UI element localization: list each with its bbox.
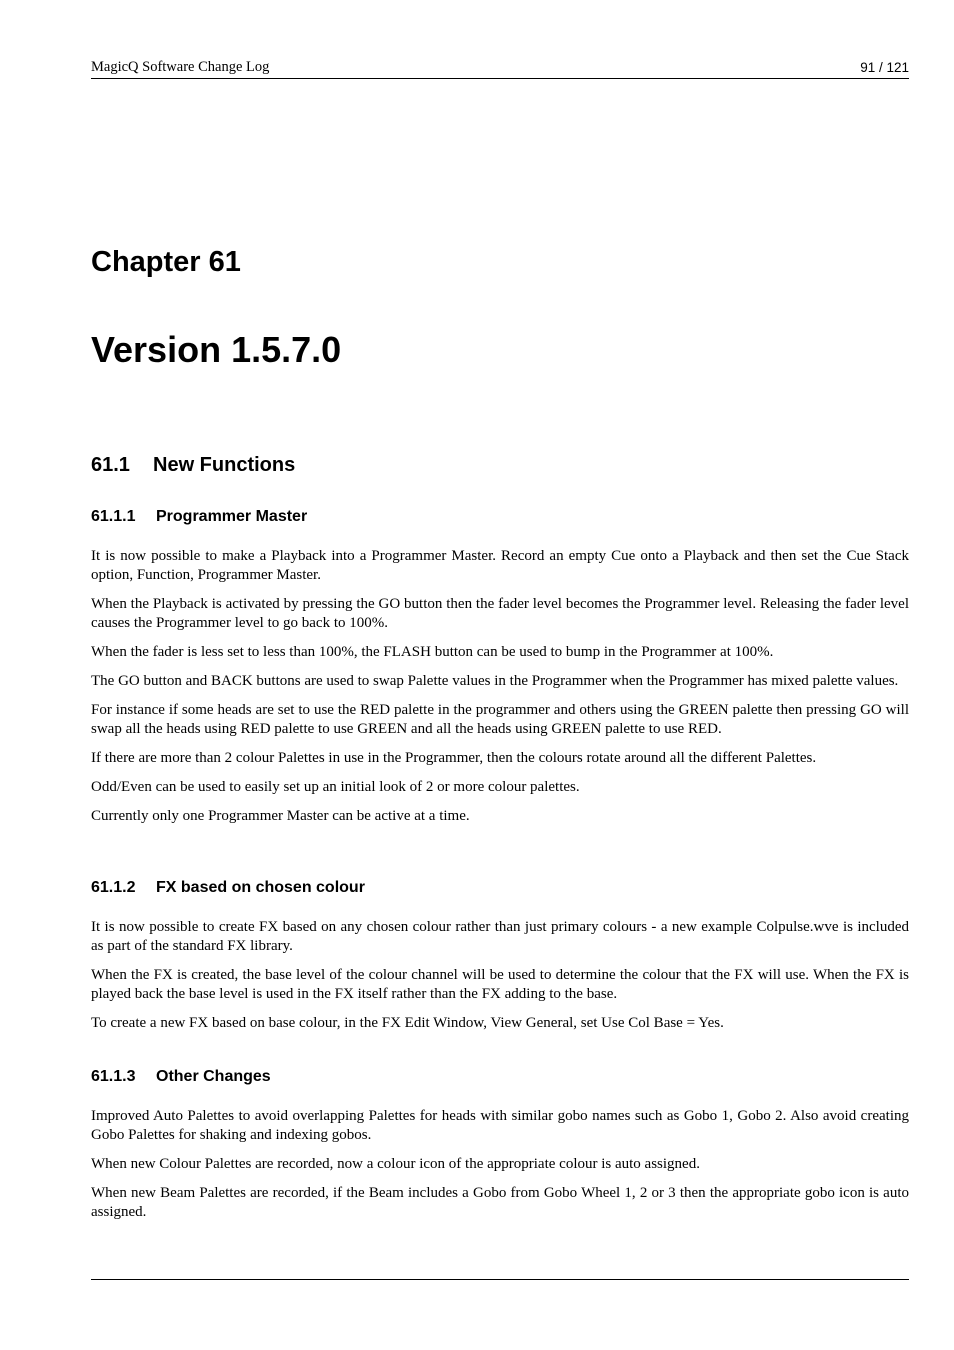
paragraph: Odd/Even can be used to easily set up an initial look of 2 or more colour palettes. xyxy=(91,779,580,795)
subsection-body xyxy=(91,547,909,836)
paragraph: When the Playback is activated by pressing the GO button then the fader level becomes the Programmer level. Releasing the fader level causes the Programmer level to go back to 100%. xyxy=(91,596,909,631)
subsection-title: Programmer Master xyxy=(156,508,308,525)
document-title: MagicQ Software Change Log xyxy=(91,59,270,75)
paragraph: When new Beam Palettes are recorded, if the Beam includes a Gobo from Gobo Wheel 1, 2 or 3 then the appropriate gobo icon is auto assigned. xyxy=(91,1185,909,1220)
subsection-title: Other Changes xyxy=(156,1068,271,1085)
page-number: 91 / 121 xyxy=(860,60,909,75)
paragraph: Currently only one Programmer Master can be active at a time. xyxy=(91,808,470,824)
subsection-heading xyxy=(91,507,307,527)
subsection-body xyxy=(91,1107,909,1232)
footer-rule xyxy=(91,1279,909,1280)
document-page xyxy=(91,0,909,1350)
subsection-number: 61.1.2 xyxy=(91,879,136,896)
subsection-number: 61.1.1 xyxy=(91,508,136,525)
paragraph: When the FX is created, the base level of the colour channel will be used to determine the colour that the FX will use. When the FX is played back the base level is used in the FX itself rather than the FX adding to the base. xyxy=(91,967,909,1002)
paragraph: If there are more than 2 colour Palettes in use in the Programmer, then the colours rotate around all the different Palettes. xyxy=(91,750,817,766)
subsection-heading xyxy=(91,1067,271,1087)
paragraph: To create a new FX based on base colour, in the FX Edit Window, View General, set Use Col Base = Yes. xyxy=(91,1015,724,1031)
paragraph: Improved Auto Palettes to avoid overlapping Palettes for heads with similar gobo names such as Gobo 1, Gobo 2. Also avoid creating Gobo Palettes for shaking and indexing gobos. xyxy=(91,1108,909,1143)
section-title: New Functions xyxy=(153,454,296,476)
paragraph: For instance if some heads are set to use the RED palette in the programmer and others using the GREEN palette then pressing GO will swap all the heads using RED palette to use GREEN and all the heads using GREEN palette to use RED. xyxy=(91,702,909,737)
paragraph: When new Colour Palettes are recorded, now a colour icon of the appropriate colour is auto assigned. xyxy=(91,1156,700,1172)
chapter-label: Chapter 61 xyxy=(91,246,241,278)
paragraph: When the fader is less set to less than 100%, the FLASH button can be used to bump in the Programmer at 100%. xyxy=(91,644,774,660)
chapter-title: Version 1.5.7.0 xyxy=(91,329,342,370)
paragraph: The GO button and BACK buttons are used to swap Palette values in the Programmer when the Programmer has mixed palette values. xyxy=(91,673,899,689)
subsection-body xyxy=(91,918,909,1043)
paragraph: It is now possible to create FX based on any chosen colour rather than just primary colours - a new example Colpulse.wve is included as part of the standard FX library. xyxy=(91,919,909,954)
subsection-number: 61.1.3 xyxy=(91,1068,136,1085)
running-header xyxy=(91,58,909,79)
section-number: 61.1 xyxy=(91,454,130,476)
section-heading xyxy=(91,452,295,478)
subsection-heading xyxy=(91,878,365,898)
paragraph: It is now possible to make a Playback into a Programmer Master. Record an empty Cue onto a Playback and then set the Cue Stack option, Function, Programmer Master. xyxy=(91,548,909,583)
subsection-title: FX based on chosen colour xyxy=(156,879,365,896)
